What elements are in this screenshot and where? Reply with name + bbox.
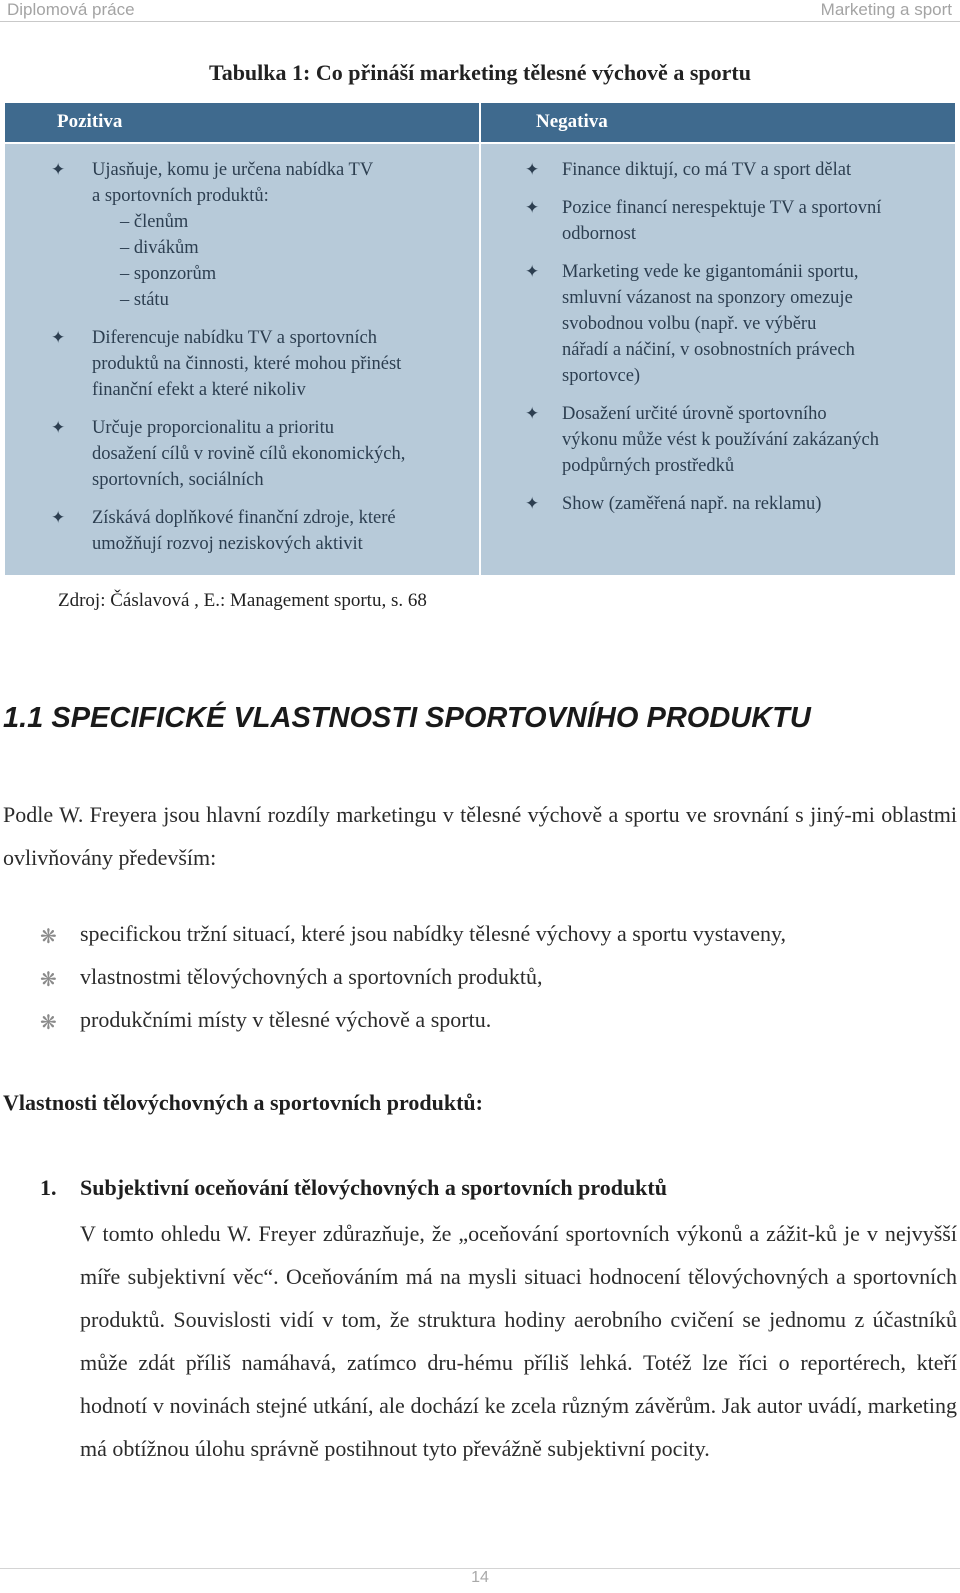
intro-paragraph: Podle W. Freyera jsou hlavní rozdíly marketingu v tělesné výchově a sportu ve srovnání s jiný-mi oblastmi ovlivňovány především: (3, 802, 957, 870)
positive-item-line: dosažení cílů v rovině cílů ekonomických, (92, 444, 406, 464)
positive-item-line: produktů na činnosti, které mohou přinést (92, 354, 402, 374)
negative-item-line: Dosažení určité úrovně sportovního (562, 404, 827, 424)
positive-subitem: – členům (120, 212, 189, 232)
positive-item-line: Určuje proporcionalitu a prioritu (92, 418, 334, 438)
numbered-item-title: Subjektivní oceňování tělovýchovných a sportovních produktů (80, 1175, 667, 1200)
numbered-item-number: 1. (40, 1175, 57, 1200)
negative-item-line: smluvní vázanost na sponzory omezuje (562, 288, 853, 308)
negative-item-line: Pozice financí nerespektuje TV a sportovní (562, 198, 882, 218)
four-point-star-icon: ✦ (525, 262, 540, 281)
negative-item-line: výkonu může vést k používání zakázaných (562, 430, 879, 450)
positive-item-line: Ujasňuje, komu je určena nabídka TV (92, 160, 374, 180)
bullet-item (40, 962, 543, 992)
running-header-left: Diplomová práce (7, 0, 135, 19)
asterisk-bullet-icon: ❋ (40, 969, 57, 991)
four-point-star-icon: ✦ (51, 328, 66, 347)
four-point-star-icon: ✦ (525, 404, 540, 423)
bullet-text: specifickou tržní situací, které jsou nabídky tělesné výchovy a sportu vystaveny, (80, 921, 787, 946)
running-header-right: Marketing a sport (820, 0, 952, 19)
four-point-star-icon: ✦ (51, 160, 66, 179)
column-header-negativa: Negativa (536, 111, 608, 132)
four-point-star-icon: ✦ (51, 418, 66, 437)
bullet-text: produkčními místy v tělesné výchově a sportu. (80, 1007, 492, 1032)
negative-item-line: podpůrných prostředků (562, 456, 735, 476)
four-point-star-icon: ✦ (51, 508, 66, 527)
asterisk-bullet-icon: ❋ (40, 926, 57, 948)
positive-item-line: Diferencuje nabídku TV a sportovních (92, 328, 377, 348)
page-number: 14 (471, 1569, 489, 1586)
positive-item (5, 505, 479, 557)
negative-item (481, 259, 955, 389)
positive-subitem: – sponzorům (120, 264, 217, 284)
positive-item-line: a sportovních produktů: (92, 186, 269, 206)
positives-column (5, 157, 479, 569)
negative-item-line: Marketing vede ke gigantománii sportu, (562, 262, 859, 282)
table-source: Zdroj: Čáslavová , E.: Management sportu, s. 68 (58, 590, 427, 611)
subheading: Vlastnosti tělovýchovných a sportovních produktů: (3, 1090, 483, 1115)
asterisk-bullet-icon: ❋ (40, 1012, 57, 1034)
header-divider (479, 103, 481, 142)
four-point-star-icon: ✦ (525, 160, 540, 179)
positive-item-line: finanční efekt a které nikoliv (92, 380, 306, 400)
negative-item (481, 401, 955, 479)
four-point-star-icon: ✦ (525, 494, 540, 513)
positive-item-line: umožňují rozvoj neziskových aktivit (92, 534, 363, 554)
negative-item-line: svobodnou volbu (např. ve výběru (562, 314, 817, 334)
negatives-column (481, 157, 955, 529)
section-heading: 1.1 SPECIFICKÉ VLASTNOSTI SPORTOVNÍHO PRODUKTU (3, 702, 811, 734)
bullet-item (40, 1005, 491, 1035)
numbered-item-body: V tomto ohledu W. Freyer zdůrazňuje, že „oceňování sportovních výkonů a zážit-ků je v nejvyšší míře subjektivní věc“. Oceňováním má na mysli situaci hodnocení tělovýchovných a sportovních produktů. Souvislosti vidí v tom, že struktura hodiny aerobního cvičení se jednomu z účastníků může zdát příliš namáhavá, zatímco dru-hému příliš lehká. Totéž lze říci o reportérech, kteří hodnotí v novinách stejné utkání, ale dochází ke zcela různým závěrům. Jak autor uvádí, marketing má obtížnou úlohu správně postihnout tyto převážně subjektivní pocity. (80, 1221, 957, 1461)
table-title: Tabulka 1: Co přináší marketing tělesné výchově a sportu (209, 60, 751, 85)
negative-item (481, 491, 955, 517)
negative-item-line: Show (zaměřená např. na reklamu) (562, 494, 822, 514)
comparison-table (5, 103, 955, 575)
positive-item (5, 325, 479, 403)
negative-item-line: sportovce) (562, 366, 641, 386)
running-header (0, 0, 960, 22)
positive-subitem: – divákům (120, 238, 199, 258)
positive-item (5, 415, 479, 493)
negative-item-line: odbornost (562, 224, 636, 244)
positive-item-line: Získává doplňkové finanční zdroje, které (92, 508, 396, 528)
negative-item (481, 157, 955, 183)
column-header-pozitiva: Pozitiva (57, 111, 123, 132)
positive-item (5, 157, 479, 313)
bullet-item (40, 919, 786, 949)
negative-item-line: nářadí a náčiní, v osobnostních právech (562, 340, 855, 360)
table-header-row (5, 103, 955, 142)
negative-item-line: Finance diktují, co má TV a sport dělat (562, 160, 852, 180)
bullet-text: vlastnostmi tělovýchovných a sportovních produktů, (80, 964, 543, 989)
positive-item-line: sportovních, sociálních (92, 470, 264, 490)
negative-item (481, 195, 955, 247)
four-point-star-icon: ✦ (525, 198, 540, 217)
positive-subitem: – státu (120, 290, 169, 310)
